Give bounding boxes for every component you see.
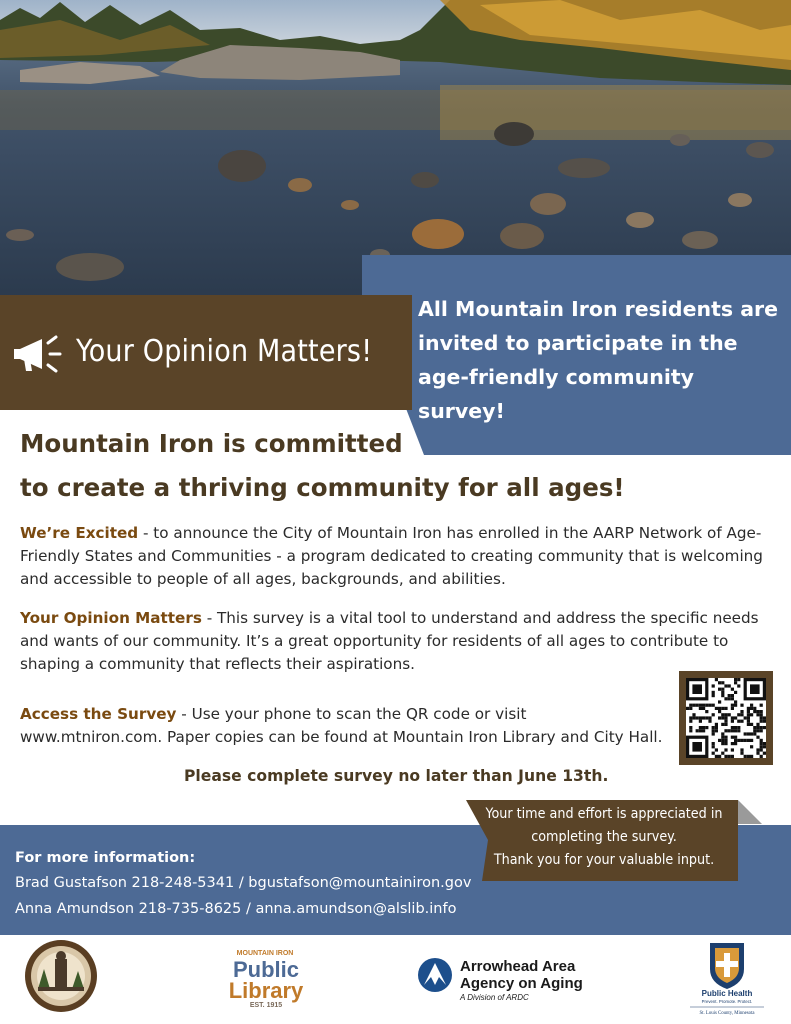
invitation-line-2: invited to participate in the bbox=[418, 331, 738, 355]
thank-you-text bbox=[474, 803, 734, 872]
deadline-notice: Please complete survey no later than June 13th. bbox=[184, 767, 609, 785]
paragraph-opinion bbox=[20, 607, 775, 676]
paragraph-lead: We’re Excited bbox=[20, 524, 139, 542]
thank-you-line-3: Thank you for your valuable input. bbox=[493, 852, 715, 868]
paragraph-lead: Your Opinion Matters bbox=[20, 609, 202, 627]
thank-you-line-2: completing the survey. bbox=[531, 829, 677, 845]
public-health-logo bbox=[686, 939, 768, 1017]
paragraph-text: - to announce the City of Mountain Iron has enrolled in the AARP Network of Age-Friendly States and Communities - a program dedicated to creating community that is welcoming and accessible to people of all ages, backgrounds, and abilities. bbox=[20, 524, 763, 588]
contact-brad[interactable]: Brad Gustafson 218-248-5341 / bgustafson@mountainiron.gov bbox=[15, 875, 472, 891]
aaa-line-1: Arrowhead Area bbox=[460, 958, 576, 975]
thank-you-line-1: Your time and effort is appreciated in bbox=[485, 806, 723, 822]
aaa-line-2: Agency on Aging bbox=[460, 975, 583, 992]
contact-anna[interactable]: Anna Amundson 218-735-8625 / anna.amundson@alslib.info bbox=[15, 901, 457, 917]
contact-info bbox=[15, 846, 471, 922]
invitation-text bbox=[418, 292, 783, 428]
paragraph-text: - Use your phone to scan the QR code or visit www.mtniron.com. Paper copies can be found at Mountain Iron Library and City Hall. bbox=[20, 705, 663, 746]
arrowhead-aging-logo bbox=[417, 955, 607, 1005]
paragraph-excited bbox=[20, 522, 770, 591]
library-est: EST. 1915 bbox=[249, 1002, 283, 1009]
aaa-line-3: A Division of ARDC bbox=[460, 993, 529, 1002]
page-title: Your Opinion Matters! bbox=[76, 334, 373, 369]
city-seal-logo bbox=[24, 939, 98, 1013]
survey-qr-code[interactable] bbox=[679, 671, 773, 765]
public-library-logo bbox=[206, 947, 324, 1009]
contact-header: For more information: bbox=[15, 850, 196, 866]
headline-line-2: to create a thriving community for all ages! bbox=[20, 473, 625, 502]
library-word-library: Library bbox=[228, 978, 304, 1003]
library-word-public: Public bbox=[232, 957, 300, 982]
megaphone-icon bbox=[12, 331, 68, 377]
ph-title: Public Health bbox=[701, 989, 753, 998]
headline bbox=[20, 422, 660, 510]
ph-county: St. Louis County, Minnesota bbox=[699, 1011, 755, 1016]
invitation-line-1: All Mountain Iron residents are bbox=[418, 297, 779, 321]
headline-line-1: Mountain Iron is committed bbox=[20, 429, 403, 458]
paragraph-access bbox=[20, 703, 670, 749]
ph-tagline: Prevent. Promote. Protect. bbox=[701, 999, 753, 1004]
library-top-text: MOUNTAIN IRON bbox=[236, 950, 294, 957]
invitation-line-3: age-friendly community survey! bbox=[418, 365, 695, 423]
qr-code-pattern bbox=[686, 678, 766, 758]
paragraph-text: - This survey is a vital tool to understand and address the specific needs and wants of our community. It’s a great opportunity for residents of all ages to contribute to shaping a community that reflects their aspirations. bbox=[20, 609, 759, 673]
paragraph-lead: Access the Survey bbox=[20, 705, 177, 723]
